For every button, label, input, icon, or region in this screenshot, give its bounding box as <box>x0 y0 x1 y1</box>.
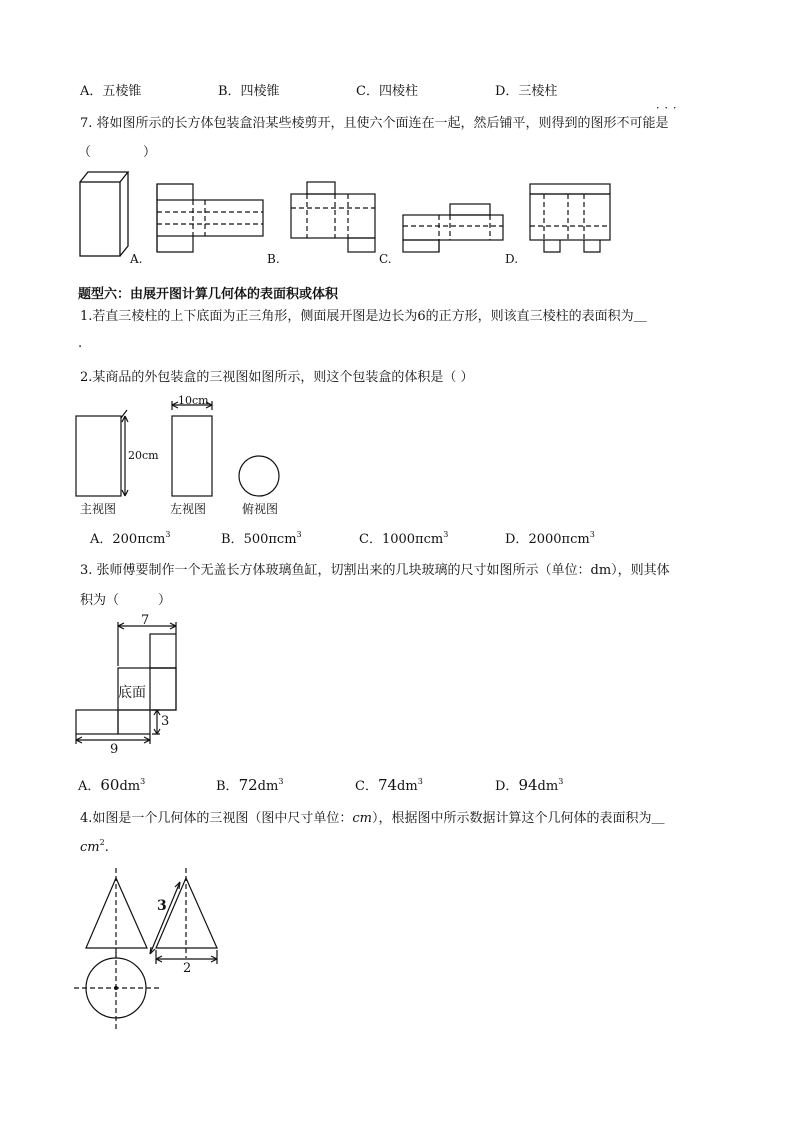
p3-dim-right: 3 <box>161 714 170 729</box>
emphasis-dots: ．．． <box>656 98 687 111</box>
p2-dim-top: 10cm <box>178 394 209 407</box>
p4-dim-slant: 3 <box>157 898 167 914</box>
p2-three-views <box>0 390 800 520</box>
side-view <box>172 416 212 496</box>
p2-option-a: A．200πcm$^3$ <box>90 530 171 547</box>
q7-net-a <box>157 184 263 252</box>
p2-dim-side: 20cm <box>128 449 159 462</box>
q6-option-a: A．五棱锥 <box>80 84 142 99</box>
q7-answer-paren: （ ） <box>78 145 157 160</box>
p3-dim-bottom: 9 <box>110 742 119 757</box>
p3-option-a: A．$60dm^3$ <box>78 776 146 794</box>
p2-option-c: C．1000πcm$^3$ <box>359 530 449 547</box>
q7-label-d: D. <box>505 252 519 266</box>
q6-option-d: D．三棱柱 <box>495 84 558 99</box>
q7-box-figure <box>80 172 128 256</box>
q7-label-a: A. <box>130 252 143 266</box>
q6-option-c: C．四棱柱 <box>356 84 418 99</box>
p1-answer-blank: ＿ <box>633 309 647 324</box>
p3-question-line2: 积为（ ） <box>80 593 172 608</box>
q7-question-text: 7. 将如图所示的长方体包装盒沿某些棱剪开，且使六个面连在一起，然后铺平，则得到的图形不可能是 <box>80 116 669 131</box>
q7-net-b <box>291 182 375 252</box>
p1-period: . <box>78 336 83 351</box>
p2-label-top: 俯视图 <box>242 502 279 516</box>
p3-question-line1: 3. 张师傅要制作一个无盖长方体玻璃鱼缸，切割出来的几块玻璃的尺寸如图所示（单位：dm），则其体 <box>80 563 670 578</box>
p3-dim-top: 7 <box>141 613 150 628</box>
p4-dim-base: 2 <box>183 961 192 976</box>
p1-text: 1.若直三棱柱的上下底面为正三角形，侧面展开图是边长为6的正方形，则该直三棱柱的表面积为 <box>80 309 634 324</box>
section-title: 题型六：由展开图计算几何体的表面积或体积 <box>78 287 339 302</box>
p2-label-side: 左视图 <box>170 502 207 516</box>
p4-question-text: 4.如图是一个几何体的三视图（图中尺寸单位：cm），根据图中所示数据计算这个几何体的表面积为＿ <box>80 811 665 826</box>
p2-option-b: B．500πcm$^3$ <box>221 530 302 547</box>
q7-label-b: B. <box>267 252 280 266</box>
front-view <box>76 416 121 496</box>
p1-question-text <box>80 305 647 324</box>
p3-base-label: 底面 <box>118 685 146 701</box>
top-view <box>239 456 279 496</box>
q7-net-c <box>403 204 503 252</box>
p2-option-d: D．2000πcm$^3$ <box>505 530 595 547</box>
p4-three-views <box>0 862 800 1042</box>
q7-figures <box>0 160 800 280</box>
q7-net-d <box>530 184 610 252</box>
p4-answer-blank: ＿ <box>651 811 665 826</box>
p3-option-d: D．$94dm^3$ <box>495 776 564 794</box>
p3-option-c: C．$74dm^3$ <box>355 776 423 794</box>
p2-label-front: 主视图 <box>80 502 117 516</box>
q6-option-b: B．四棱锥 <box>218 84 280 99</box>
q7-label-c: C. <box>379 252 392 266</box>
p2-question-text: 2.某商品的外包装盒的三视图如图所示，则这个包装盒的体积是（ ） <box>80 370 474 385</box>
p4-unit-line: $cm^2$. <box>80 838 109 855</box>
p3-option-b: B．$72dm^3$ <box>216 776 284 794</box>
